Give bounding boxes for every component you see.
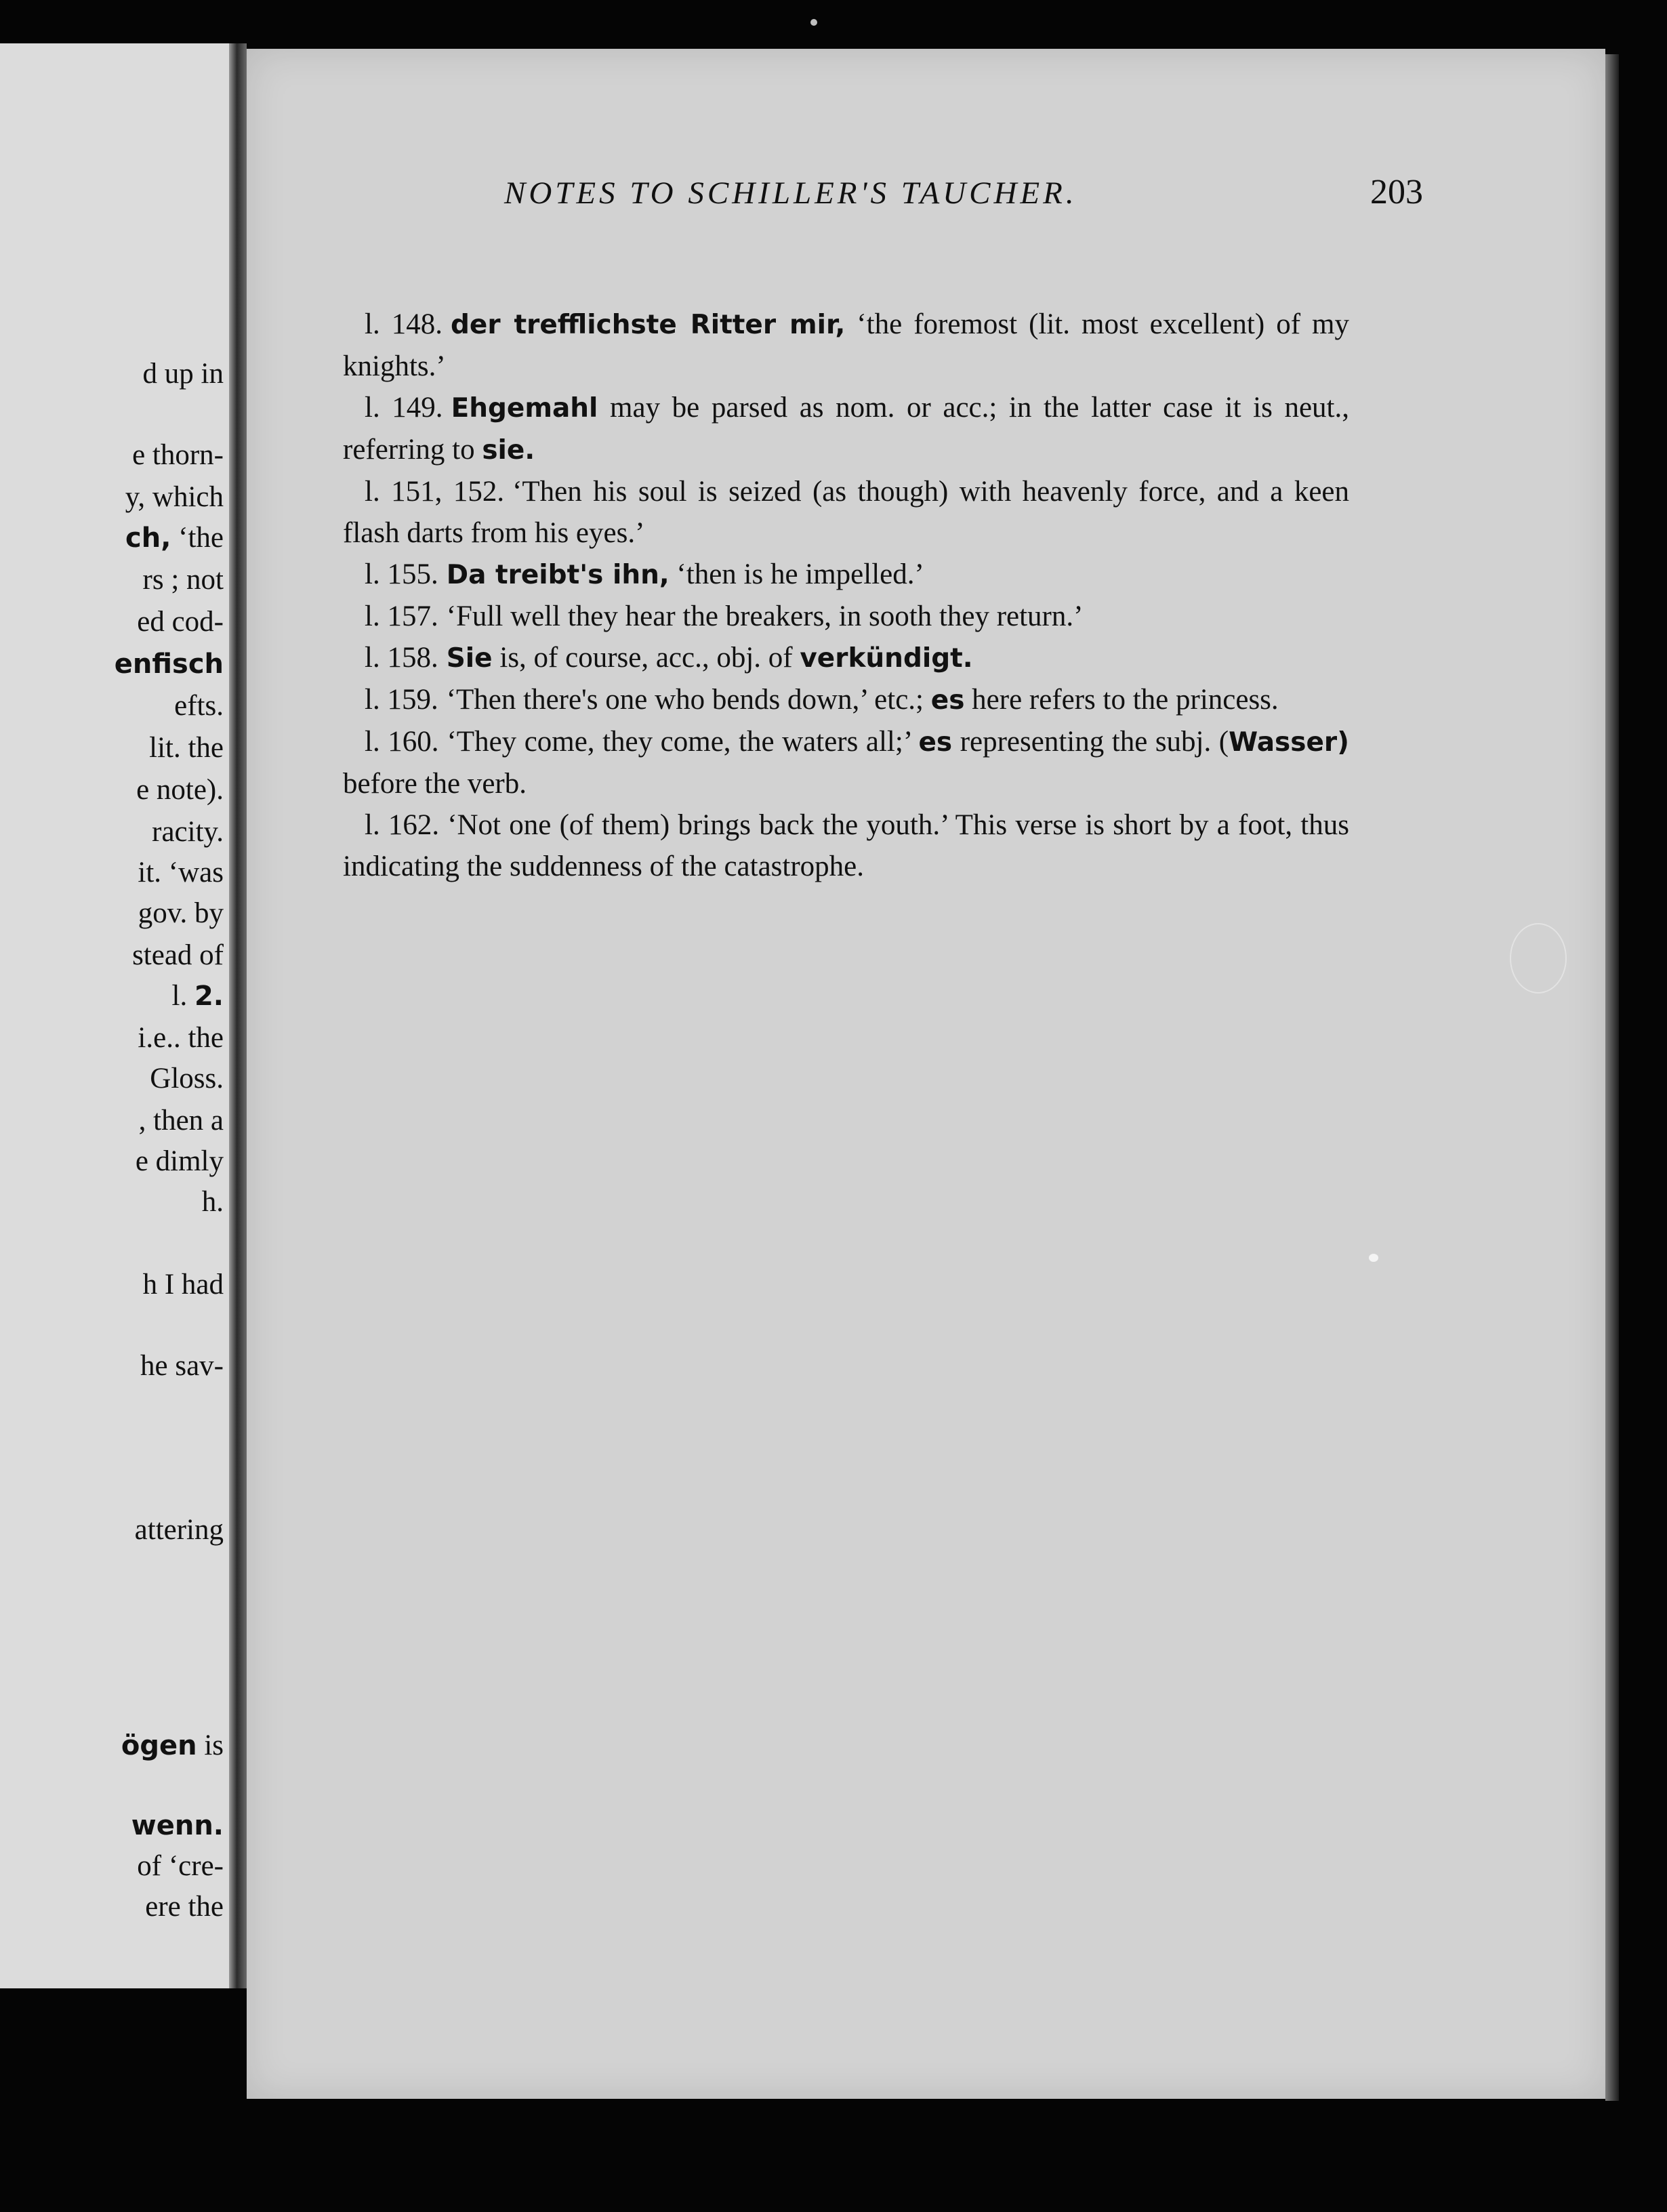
headword: es — [918, 727, 953, 758]
facing-page-text-fragment: ögen is — [121, 1729, 224, 1761]
headword: Wasser) — [1229, 727, 1349, 758]
headword: Ehgemahl — [451, 393, 598, 424]
line-reference: l. 148. — [365, 308, 443, 340]
note-entry — [343, 721, 1349, 804]
note-text: ‘They come, they come, the waters all;’ — [447, 726, 919, 758]
facing-page-text-fragment: e thorn- — [132, 439, 224, 471]
headword: Da treibt's ihn, — [446, 560, 670, 590]
facing-page-text-fragment: it. ‘was — [138, 857, 224, 888]
facing-page-text-fragment: e dimly — [135, 1145, 224, 1177]
note-text: may be parsed as nom. or acc.; in the latter case it is neut., referring to — [343, 392, 1349, 466]
running-title: NOTES TO SCHILLER'S TAUCHER. — [504, 176, 1077, 211]
page-number: 203 — [1370, 173, 1423, 211]
note-entry — [343, 471, 1349, 554]
note-text: ‘Then there's one who bends down,’ etc.; — [446, 684, 931, 716]
line-reference: l. 155. — [365, 558, 438, 590]
note-text: before the verb. — [343, 768, 527, 800]
notes-list — [343, 304, 1349, 887]
facing-page-text-fragment: attering — [134, 1514, 224, 1546]
facing-page-text-fragment: ed cod- — [137, 606, 224, 638]
scan-speck — [810, 19, 817, 26]
note-entry — [343, 387, 1349, 471]
line-reference: l. 157. — [365, 600, 438, 632]
note-text: here refers to the princess. — [964, 684, 1279, 716]
scan-speck — [1510, 923, 1567, 994]
facing-page-text-fragment: ch, ‘the — [125, 522, 224, 554]
headword: verkündigt. — [800, 643, 973, 674]
facing-page-text-fragment: ere the — [145, 1891, 224, 1923]
facing-page-text-fragment: lit. the — [149, 732, 224, 764]
book-gutter — [229, 43, 247, 1988]
note-entry — [343, 554, 1349, 596]
line-reference: l. 149. — [365, 392, 443, 424]
headword: es — [930, 685, 965, 716]
headword: sie. — [482, 435, 535, 466]
note-text: ‘Not one (of them) brings back the youth.’ This verse is short by a foot, thus indicating the suddenness of the catastrophe. — [343, 809, 1349, 882]
headword: Sie — [446, 643, 493, 674]
line-reference: l. 151, 152. — [365, 476, 505, 508]
facing-page-text-fragment: y, which — [125, 481, 224, 513]
page-edge-shadow — [1605, 54, 1619, 2101]
facing-page-text-fragment: racity. — [152, 816, 224, 848]
note-entry — [343, 679, 1349, 721]
scan-speck — [1369, 1254, 1378, 1262]
running-head — [504, 175, 1423, 222]
note-entry — [343, 637, 1349, 679]
line-reference: l. 158. — [365, 642, 438, 674]
facing-page-text-fragment: gov. by — [138, 897, 224, 929]
facing-page-text-fragment: h. — [201, 1186, 224, 1218]
facing-page-text-fragment: l. 2. — [171, 980, 224, 1012]
note-text: is, of course, acc., obj. of — [492, 642, 800, 674]
facing-page-text-fragment: i.e.. the — [138, 1022, 224, 1054]
line-reference: l. 160. — [365, 726, 439, 758]
note-text: ‘Then his soul is seized (as though) with heavenly force, and a keen flash darts from his eyes.’ — [343, 476, 1350, 549]
note-entry — [343, 304, 1349, 387]
headword: der trefflichste Ritter mir, — [450, 310, 846, 340]
note-text: ‘then is he impelled.’ — [669, 558, 924, 590]
facing-page-text-fragment: rs ; not — [142, 564, 224, 596]
note-entry — [343, 804, 1349, 887]
facing-page-text-fragment: h I had — [142, 1269, 224, 1300]
facing-page-text-fragment: , then a — [138, 1105, 224, 1136]
note-text: ‘Full well they hear the breakers, in sooth they return.’ — [446, 600, 1084, 632]
facing-page-text-fragment: d up in — [142, 358, 224, 390]
facing-page-text-fragment: stead of — [132, 939, 224, 971]
facing-page-text-fragment: wenn. — [131, 1810, 224, 1841]
facing-page-text-fragment: enfisch — [114, 649, 224, 680]
line-reference: l. 162. — [365, 809, 440, 841]
facing-page-text-fragment: e note). — [136, 774, 224, 806]
note-entry — [343, 596, 1349, 637]
facing-page-text-fragment: Gloss. — [150, 1063, 224, 1094]
facing-page-left — [0, 43, 236, 1988]
note-text: ‘the foremost (lit. most excellent) of my knights.’ — [343, 308, 1349, 382]
facing-page-text-fragment: he sav- — [140, 1350, 224, 1382]
facing-page-text-fragment: of ‘cre- — [137, 1850, 224, 1882]
line-reference: l. 159. — [365, 684, 438, 716]
facing-page-text-fragment: efts. — [174, 690, 224, 722]
note-text: representing the subj. ( — [952, 726, 1229, 758]
